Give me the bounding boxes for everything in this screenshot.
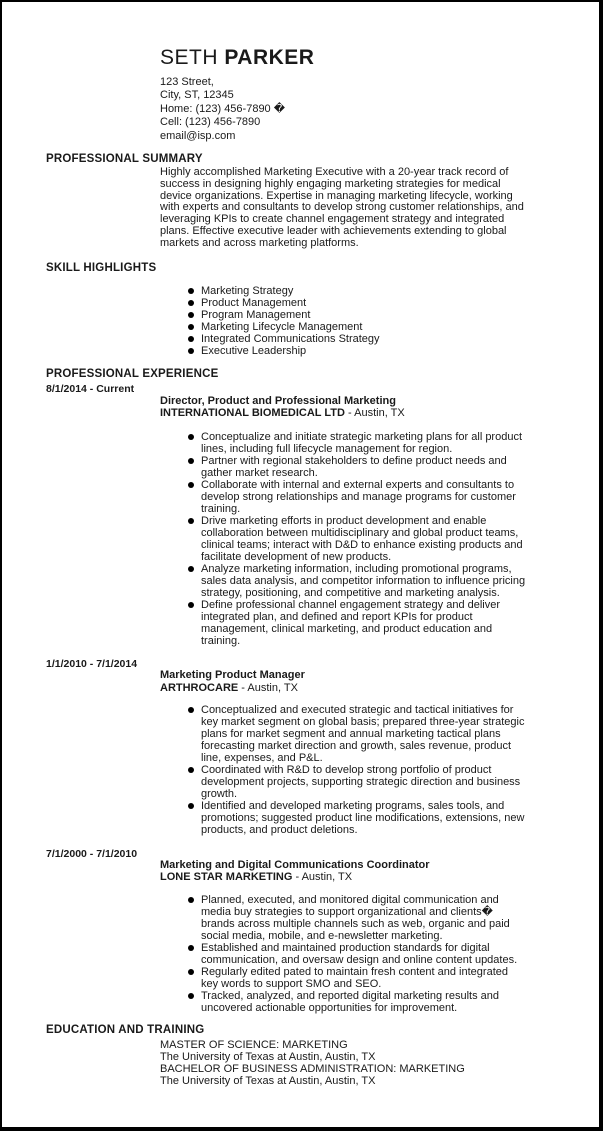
company-name: LONE STAR MARKETING <box>160 871 293 883</box>
summary-line: with experts and consultants to develop strong customer relationships, and <box>160 201 524 214</box>
job-title: Director, Product and Professional Marketing <box>160 395 396 407</box>
job-bullet: Partner with regional stakeholders to define product needs and gather market research. <box>160 455 525 479</box>
last-name: PARKER <box>224 46 315 69</box>
cell-phone: Cell: (123) 456-7890 <box>160 116 261 129</box>
skill-item: Integrated Communications Strategy <box>160 333 380 345</box>
experience-heading: PROFESSIONAL EXPERIENCE <box>46 368 219 380</box>
job-bullet: Coordinated with R&D to develop strong portfolio of product development projects, supporting strategic direction and business growth. <box>160 764 524 800</box>
skill-item: Marketing Strategy <box>160 285 380 297</box>
candidate-name <box>160 46 314 70</box>
job-bullet: Conceptualize and initiate strategic marketing plans for all product lines, including full lifecycle management for region. <box>160 431 525 455</box>
job-dates: 7/1/2000 - 7/1/2010 <box>46 848 138 860</box>
summary-line: leveraging KPIs to create channel engagement strategy and integrated <box>160 213 505 226</box>
job-bullet: Tracked, analyzed, and reported digital marketing results and uncovered actionable opportunities for improvement. <box>160 990 517 1014</box>
job-bullet: Drive marketing efforts in product development and enable collaboration between multidisciplinary and global product teams, clinical teams; interact with D&D to enhance existing products and facilitate development of new products. <box>160 515 525 563</box>
skill-item: Executive Leadership <box>160 345 380 357</box>
job-company <box>160 407 405 419</box>
first-name: SETH <box>160 46 219 69</box>
school: The University of Texas at Austin, Austin, TX <box>160 1075 376 1087</box>
city-line: City, ST, 12345 <box>160 89 234 102</box>
job-bullet: Define professional channel engagement strategy and deliver integrated plan, and defined and report KPIs for product management, clinical marketing, and product education and training. <box>160 599 525 647</box>
job-dates: 8/1/2014 - Current <box>46 383 135 395</box>
company-name: ARTHROCARE <box>160 682 239 694</box>
education-block <box>160 1039 465 1087</box>
skill-item: Program Management <box>160 309 380 321</box>
education-heading: EDUCATION AND TRAINING <box>46 1024 205 1036</box>
degree: MASTER OF SCIENCE: MARKETING <box>160 1039 348 1051</box>
company-location: - Austin, TX <box>344 407 405 419</box>
job-bullet: Analyze marketing information, including promotional programs, sales data analysis, and competitor information to influence pricing strategy, positioning, and competitive and marketing analysis. <box>160 563 525 599</box>
skill-item: Marketing Lifecycle Management <box>160 321 380 333</box>
summary-line: plans. Effective executive leader with achievements extending to global <box>160 224 507 237</box>
home-phone: Home: (123) 456-7890 � <box>160 102 286 115</box>
job-bullet: Collaborate with internal and external experts and consultants to develop strong relationships and manage programs for customer training. <box>160 479 525 515</box>
job-bullet: Regularly edited pated to maintain fresh content and integrated key words to support SMO and SEO. <box>160 966 517 990</box>
job-bullets <box>160 704 524 836</box>
summary-line: Highly accomplished Marketing Executive with a 20-year track record of <box>160 166 509 178</box>
degree: BACHELOR OF BUSINESS ADMINISTRATION: MARKETING <box>160 1063 465 1075</box>
job-bullet: Planned, executed, and monitored digital communication and media buy strategies to support organizational and clients� brands across multiple channels such as web, organic and paid social media, mobile, and e-newsletter marketing. <box>160 894 517 942</box>
summary-line: markets and across marketing platforms. <box>160 236 359 249</box>
email: email@isp.com <box>160 129 236 142</box>
summary-heading: PROFESSIONAL SUMMARY <box>46 153 203 165</box>
company-location: - Austin, TX <box>238 682 298 694</box>
job-bullets <box>160 894 517 1014</box>
address-line: 123 Street, <box>160 76 214 88</box>
skills-list <box>160 285 380 357</box>
summary-text <box>160 167 560 250</box>
skills-heading: SKILL HIGHLIGHTS <box>46 262 157 274</box>
job-company <box>160 871 352 883</box>
company-location: - Austin, TX <box>292 871 353 883</box>
company-name: INTERNATIONAL BIOMEDICAL LTD <box>160 407 345 419</box>
contact-block <box>160 76 285 143</box>
summary-line: success in designing highly engaging marketing strategies for medical <box>160 177 501 190</box>
skill-item: Product Management <box>160 297 380 309</box>
job-title: Marketing Product Manager <box>160 669 305 681</box>
job-bullet: Conceptualized and executed strategic and tactical initiatives for key market segment on global basis; prepared three-year strategic plans for market segment and annual marketing tactical plans forecasting market direction and growth, sales revenue, product line, expenses, and P&L. <box>160 704 524 764</box>
job-title: Marketing and Digital Communications Coordinator <box>160 859 430 871</box>
job-company <box>160 682 298 694</box>
job-bullet: Established and maintained production standards for digital communication, and oversaw design and online content updates. <box>160 942 517 966</box>
job-bullet: Identified and developed marketing programs, sales tools, and promotions; suggested product line modifications, extensions, new products, and product deletions. <box>160 800 524 836</box>
job-bullets <box>160 431 525 647</box>
school: The University of Texas at Austin, Austin, TX <box>160 1051 376 1063</box>
job-dates: 1/1/2010 - 7/1/2014 <box>46 658 138 670</box>
summary-line: device organizations. Expertise in managing marketing lifecycle, working <box>160 189 513 202</box>
